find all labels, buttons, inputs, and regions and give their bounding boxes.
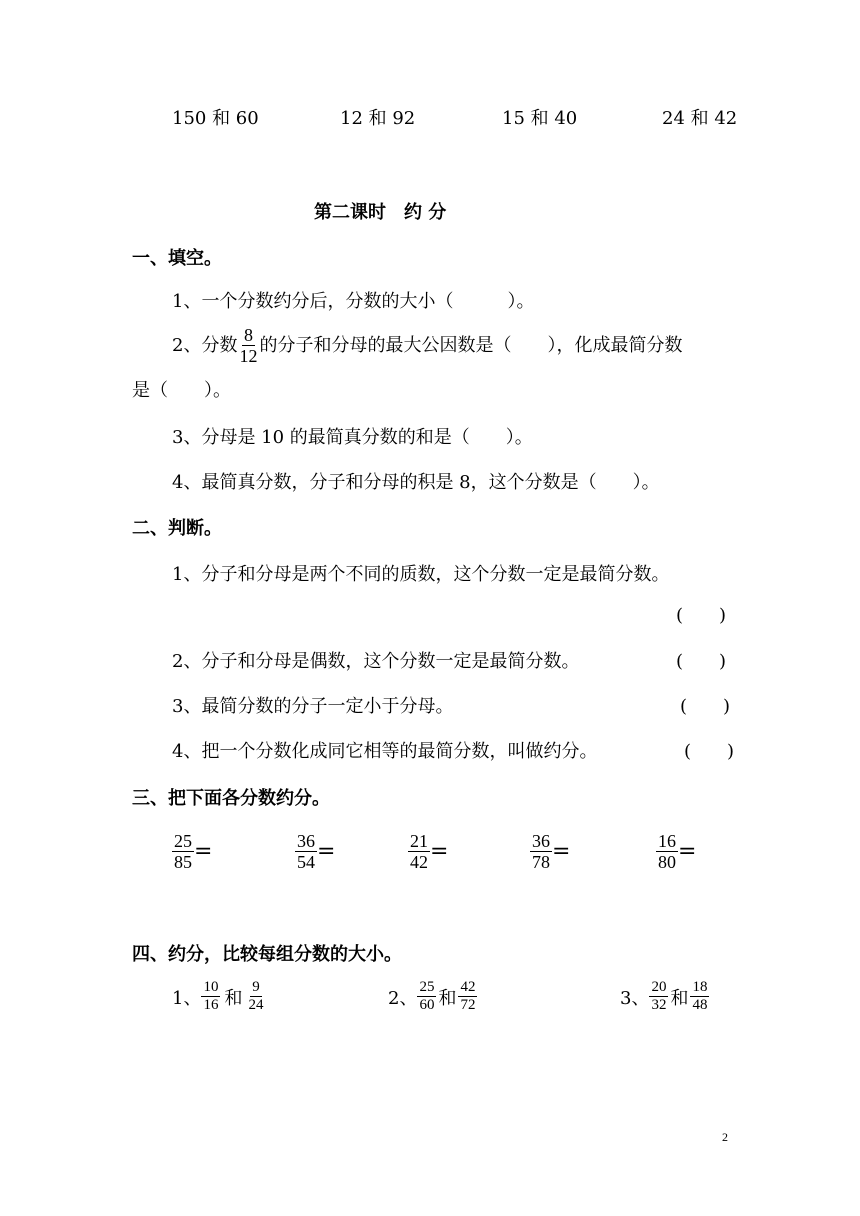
judge-question: 4、把一个分数化成同它相等的最简分数，叫做约分。: [172, 741, 598, 762]
reduce-item: [530, 832, 570, 871]
judge-question: 3、最简分数的分子一定小于分母。: [172, 696, 454, 717]
compare-group: [388, 980, 477, 1013]
fraction: [201, 980, 220, 1013]
fraction-numerator: 21: [410, 831, 428, 851]
fraction-denominator: 42: [410, 852, 428, 872]
fraction-numerator: 8: [243, 325, 253, 345]
fill-question-continuation: 是（ ）。: [132, 380, 231, 401]
fraction: [656, 832, 678, 871]
fraction: [690, 980, 709, 1013]
compare-group: [620, 980, 709, 1013]
fraction-denominator: 54: [297, 852, 315, 872]
fill-question: 1、一个分数约分后，分数的大小（ ）。: [172, 291, 535, 312]
answer-paren: ( ): [684, 741, 735, 762]
group-label: 1、: [172, 987, 202, 1009]
fraction-numerator: 25: [419, 979, 435, 995]
section-heading: 一、填空。: [132, 248, 222, 269]
fraction-denominator: 78: [532, 852, 550, 872]
and-word: 和: [670, 987, 689, 1009]
fraction-numerator: 9: [252, 979, 260, 995]
fraction-numerator: 16: [658, 831, 676, 851]
section-heading: 四、约分，比较每组分数的大小。: [132, 944, 402, 965]
and-word: 和: [224, 987, 243, 1009]
and-word: 和: [438, 987, 457, 1009]
fraction: [417, 980, 436, 1013]
fraction-denominator: 48: [692, 997, 708, 1013]
fraction-denominator: 72: [460, 997, 476, 1013]
answer-paren: ( ): [676, 605, 727, 626]
pair-item: 24 和 42: [662, 108, 738, 129]
answer-paren: ( ): [680, 696, 731, 717]
reduce-item: [295, 832, 335, 871]
pair-item: 150 和 60: [172, 108, 259, 129]
reduce-item: [656, 832, 696, 871]
section-heading: 三、把下面各分数约分。: [132, 788, 330, 809]
pair-item: 15 和 40: [502, 108, 578, 129]
fraction-numerator: 10: [203, 979, 219, 995]
page-number: 2: [722, 1130, 728, 1144]
fraction-denominator: 85: [174, 852, 192, 872]
judge-question: 1、分子和分母是两个不同的质数，这个分数一定是最简分数。: [172, 564, 670, 585]
fraction-denominator: 16: [203, 997, 219, 1013]
judge-question: 2、分子和分母是偶数，这个分数一定是最简分数。: [172, 651, 580, 672]
group-label: 3、: [620, 987, 650, 1009]
fraction: [458, 980, 477, 1013]
fraction: [295, 832, 317, 871]
compare-group: [172, 980, 265, 1013]
fraction-denominator: 12: [239, 346, 258, 366]
equals-sign: =: [678, 839, 697, 864]
fraction: [172, 832, 194, 871]
fraction-numerator: 18: [692, 979, 708, 995]
fraction-numerator: 42: [460, 979, 476, 995]
equals-sign: =: [552, 839, 571, 864]
fraction-denominator: 24: [248, 997, 264, 1013]
fraction-numerator: 20: [651, 979, 667, 995]
fraction: [530, 832, 552, 871]
fraction-denominator: 80: [658, 852, 676, 872]
fraction: [408, 832, 430, 871]
reduce-item: [172, 832, 212, 871]
equals-sign: =: [430, 839, 449, 864]
question-prefix: 2、分数: [172, 334, 238, 356]
page-title: 第二课时 约 分: [314, 202, 447, 223]
fraction-denominator: 32: [651, 997, 667, 1013]
answer-paren: ( ): [676, 651, 727, 672]
fraction-numerator: 36: [532, 831, 550, 851]
equals-sign: =: [194, 839, 213, 864]
group-label: 2、: [388, 987, 418, 1009]
fill-question: [172, 326, 682, 365]
fraction: [649, 980, 668, 1013]
section-heading: 二、判断。: [132, 518, 222, 539]
reduce-item: [408, 832, 448, 871]
pair-item: 12 和 92: [340, 108, 416, 129]
fraction: [237, 326, 259, 365]
equals-sign: =: [317, 839, 336, 864]
fraction-numerator: 25: [174, 831, 192, 851]
fill-question: 4、最简真分数，分子和分母的积是 8，这个分数是（ ）。: [172, 472, 660, 493]
fraction: [246, 980, 265, 1013]
fill-question: 3、分母是 10 的最简真分数的和是（ ）。: [172, 427, 533, 448]
fraction-numerator: 36: [297, 831, 315, 851]
question-suffix: 的分子和分母的最大公因数是（ ），化成最简分数: [259, 334, 683, 356]
fraction-denominator: 60: [419, 997, 435, 1013]
